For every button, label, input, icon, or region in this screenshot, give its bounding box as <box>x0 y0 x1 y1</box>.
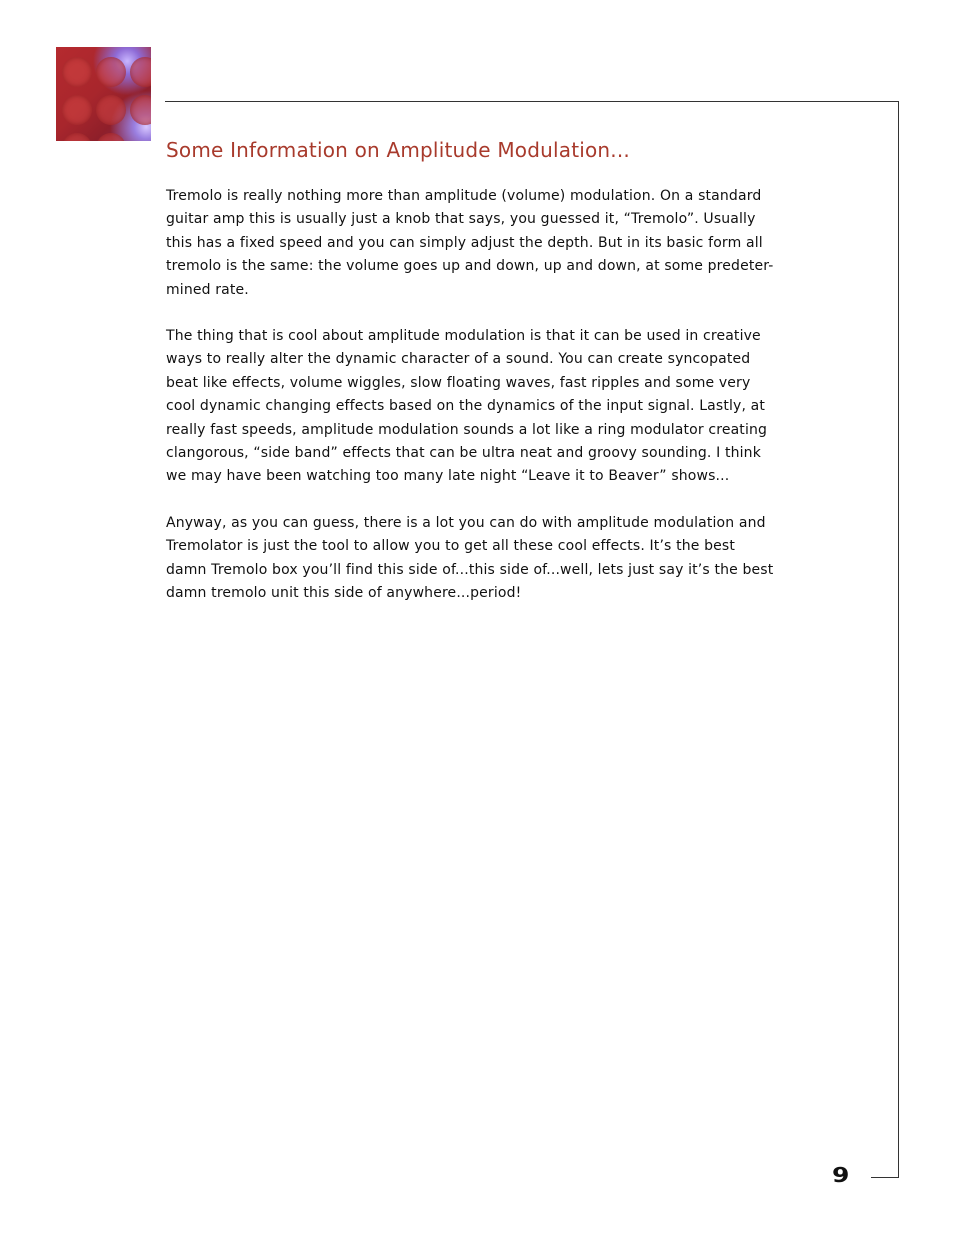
decorative-dot <box>130 95 151 125</box>
text-line: Anyway, as you can guess, there is a lot you can do with amplitude modulation and <box>166 514 766 531</box>
text-line: The thing that is cool about amplitude modulation is that it can be used in creative <box>166 328 761 345</box>
decorative-dot <box>130 57 151 87</box>
text-line: damn Tremolo box you’ll find this side of...this side of...well, lets just say it’s the best <box>166 561 774 578</box>
paragraph-3 <box>166 512 786 606</box>
text-line: clangorous, “side band” effects that can be ultra neat and groovy sounding. I think <box>166 445 761 462</box>
decorative-dot <box>96 95 126 125</box>
decorative-dot <box>96 133 126 141</box>
text-line: damn tremolo unit this side of anywhere...period! <box>166 585 522 602</box>
text-line: cool dynamic changing effects based on the dynamics of the input signal. Lastly, at <box>166 398 766 415</box>
decorative-dot <box>62 57 92 87</box>
text-line: beat like effects, volume wiggles, slow floating waves, fast ripples and some very <box>166 374 751 391</box>
section-heading: Some Information on Amplitude Modulation... <box>166 138 630 162</box>
text-line: Tremolator is just the tool to allow you to get all these cool effects. It’s the best <box>166 538 735 555</box>
frame-top-rule <box>165 101 899 102</box>
text-line: ways to really alter the dynamic character of a sound. You can create syncopated <box>166 351 751 368</box>
decorative-dot <box>96 57 126 87</box>
text-line: Tremolo is really nothing more than amplitude (volume) modulation. On a standard <box>166 188 762 204</box>
frame-right-rule <box>898 101 899 1178</box>
text-line: we may have been watching too many late night “Leave it to Beaver” shows... <box>166 468 730 485</box>
decorative-corner-image <box>56 47 151 141</box>
body-text <box>166 185 786 629</box>
frame-bottom-rule <box>871 1177 899 1178</box>
text-line: this has a fixed speed and you can simply adjust the depth. But in its basic form all <box>166 234 763 251</box>
text-line: really fast speeds, amplitude modulation sounds a lot like a ring modulator creating <box>166 421 768 438</box>
text-line: mined rate. <box>166 281 249 298</box>
page-number: 9 <box>832 1163 850 1187</box>
decorative-dot <box>62 95 92 125</box>
text-line: guitar amp this is usually just a knob that says, you guessed it, “Tremolo”. Usually <box>166 211 756 228</box>
decorative-dot <box>62 133 92 141</box>
text-line: tremolo is the same: the volume goes up and down, up and down, at some predeter- <box>166 258 774 275</box>
paragraph-2 <box>166 325 786 489</box>
paragraph-1 <box>166 185 786 302</box>
